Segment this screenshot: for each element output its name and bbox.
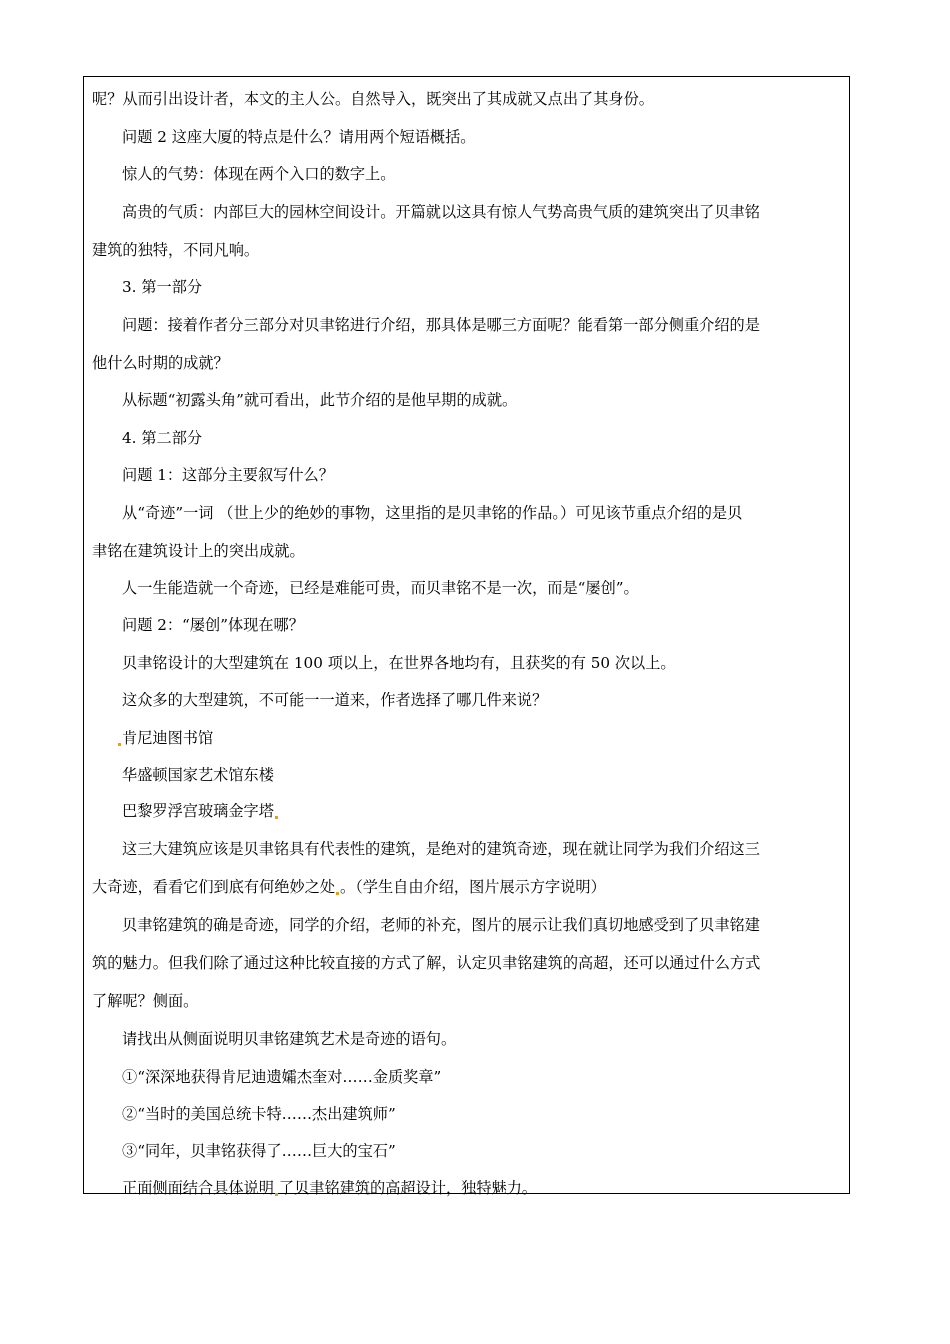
text-line: 贝聿铭建筑的确是奇迹，同学的介绍，老师的补充，图片的展示让我们真切地感受到了贝聿铭建 [122, 916, 760, 934]
revision-mark-icon [275, 816, 278, 819]
text-line [122, 1178, 537, 1198]
text-line: 问题：接着作者分三部分对贝聿铭进行介绍，那具体是哪三方面呢？能看第一部分侧重介绍的是 [122, 316, 760, 334]
text-line: 惊人的气势：体现在两个入口的数字上。 [122, 165, 396, 183]
text-line: 人一生能造就一个奇迹，已经是难能可贵，而贝聿铭不是一次，而是“屡创”。 [122, 579, 639, 597]
text-line: 从标题“初露头角”就可看出，此节介绍的是他早期的成就。 [122, 391, 518, 409]
text-fragment: 正面侧面结合具体说明 [122, 1179, 274, 1197]
quote-item: ③“同年，贝聿铭获得了……巨大的宝石” [122, 1142, 396, 1160]
revision-mark-icon [118, 743, 121, 746]
content-table-cell [83, 76, 850, 1197]
list-item [117, 728, 213, 748]
text-fragment: 。（学生自由介绍，图片展示方字说明） [340, 878, 606, 896]
revision-mark-icon [275, 1193, 278, 1196]
text-fragment: 了贝聿铭建筑的高超设计，独特魅力。 [278, 1179, 538, 1197]
text-line: 问题 1：这部分主要叙写什么？ [122, 466, 334, 484]
text-line: 问题 2 这座大厦的特点是什么？请用两个短语概括。 [122, 128, 476, 146]
text-line: 这众多的大型建筑，不可能一一道来，作者选择了哪几件来说？ [122, 691, 548, 709]
section-heading: 4. 第二部分 [122, 429, 203, 447]
text-line: 他什么时期的成就？ [92, 354, 229, 372]
building-name: 肯尼迪图书馆 [122, 729, 214, 747]
text-line: 高贵的气质：内部巨大的园林空间设计。开篇就以这具有惊人气势高贵气质的建筑突出了贝聿铭 [122, 203, 760, 221]
list-item [122, 801, 279, 821]
text-line: 请找出从侧面说明贝聿铭建筑艺术是奇迹的语句。 [122, 1030, 457, 1048]
text-line: 从“奇迹”一词 （世上少的绝妙的事物，这里指的是贝聿铭的作品。）可见该节重点介绍的是贝 [122, 504, 743, 522]
text-line: 这三大建筑应该是贝聿铭具有代表性的建筑，是绝对的建筑奇迹，现在就让同学为我们介绍这三 [122, 840, 760, 858]
text-line: 呢？从而引出设计者，本文的主人公。自然导入，既突出了其成就又点出了其身份。 [92, 90, 654, 108]
text-line: 筑的魅力。但我们除了通过这种比较直接的方式了解，认定贝聿铭建筑的高超，还可以通过什么方式 [92, 954, 761, 972]
text-line [92, 877, 606, 897]
section-heading: 3. 第一部分 [122, 278, 203, 296]
text-line: 贝聿铭设计的大型建筑在 100 项以上，在世界各地均有，且获奖的有 50 次以上。 [122, 654, 676, 672]
text-fragment: 大奇迹，看看它们到底有何绝妙之处 [92, 878, 335, 896]
quote-item: ①“深深地获得肯尼迪遗孀杰奎对……金质奖章” [122, 1068, 442, 1086]
building-name: 巴黎罗浮宫玻璃金字塔 [122, 802, 274, 820]
text-line: 问题 2：“屡创”体现在哪？ [122, 616, 304, 634]
list-item: 华盛顿国家艺术馆东楼 [122, 766, 274, 784]
text-line: 了解呢？侧面。 [92, 992, 199, 1010]
revision-mark-icon [336, 892, 339, 895]
text-line: 聿铭在建筑设计上的突出成就。 [92, 542, 305, 560]
text-line: 建筑的独特，不同凡响。 [92, 241, 260, 259]
quote-item: ②“当时的美国总统卡特……杰出建筑师” [122, 1105, 396, 1123]
